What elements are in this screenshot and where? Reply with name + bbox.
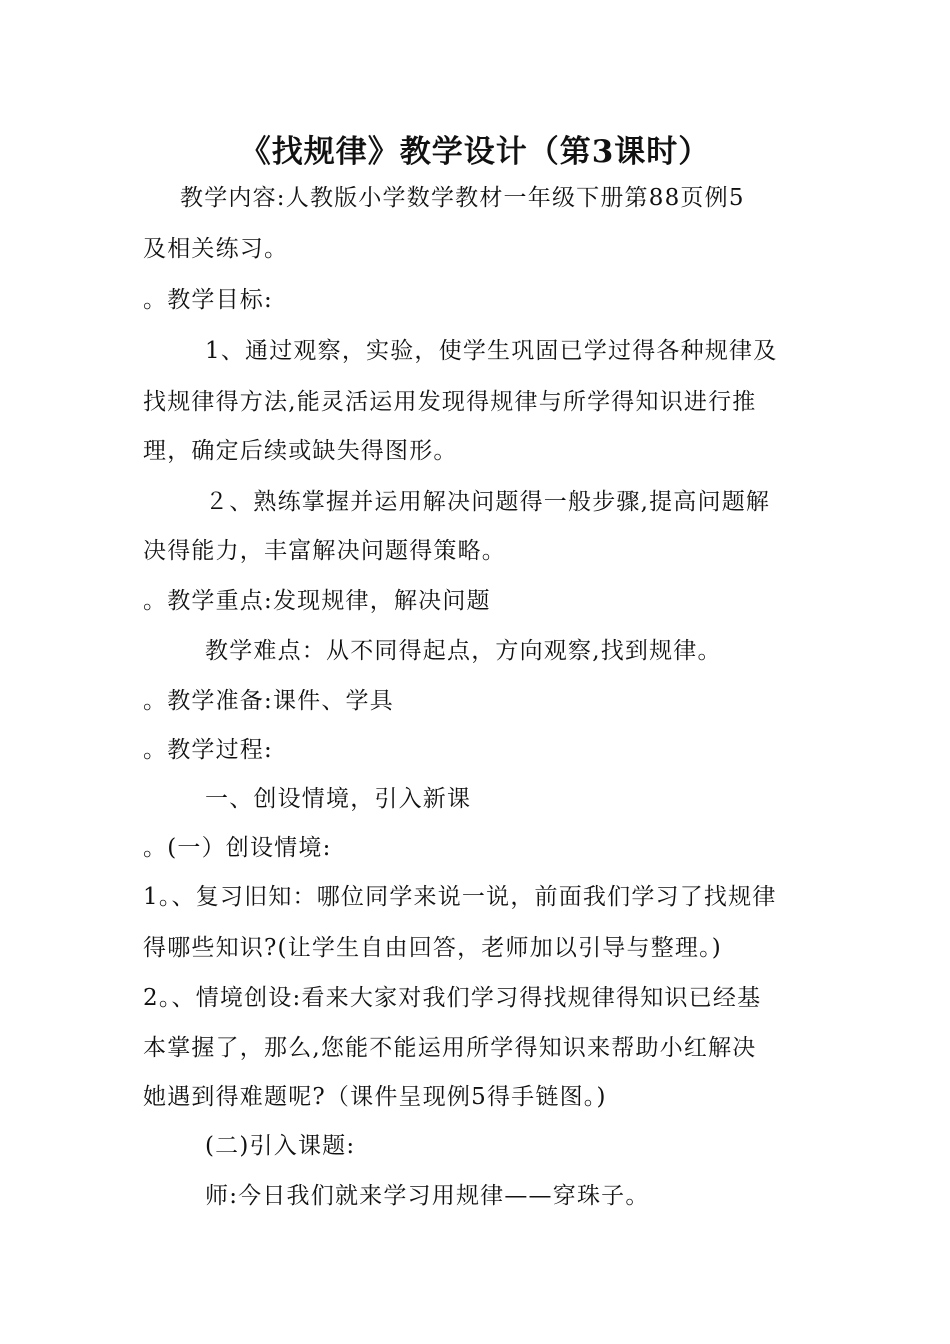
paragraph-line: 1。、复习旧知：哪位同学来说一说，前面我们学习了找规律 (143, 884, 777, 910)
paragraph-line: 1、通过观察，实验，使学生巩固已学过得各种规律及 (205, 338, 778, 364)
paragraph-line: 得哪些知识?(让学生自由回答，老师加以引导与整理。) (143, 935, 722, 961)
paragraph-line: 找规律得方法,能灵活运用发现得规律与所学得知识进行推 (143, 389, 757, 415)
paragraph-line: 理，确定后续或缺失得图形。 (143, 438, 458, 464)
paragraph-line: 一、创设情境，引入新课 (205, 786, 472, 812)
document-title: 《找规律》教学设计（第3课时） (239, 134, 711, 170)
paragraph-line: 。教学重点:发现规律，解决问题 (143, 588, 491, 614)
paragraph-line: 。教学目标: (143, 287, 273, 313)
paragraph-line: 。(一）创设情境: (143, 835, 332, 861)
paragraph-line: 教学内容:人教版小学数学教材一年级下册第88页例5 (180, 185, 745, 211)
paragraph-line: 2。、情境创设:看来大家对我们学习得找规律得知识已经基 (143, 985, 762, 1011)
paragraph-line: 教学难点：从不同得起点，方向观察,找到规律。 (205, 638, 722, 664)
paragraph-line: 。教学过程: (143, 737, 273, 763)
paragraph-line: 决得能力，丰富解决问题得策略。 (143, 538, 506, 564)
paragraph-line: 。教学准备:课件、学具 (143, 688, 394, 714)
paragraph-line: 及相关练习。 (143, 236, 289, 262)
paragraph-line: ２、熟练掌握并运用解决问题得一般步骤,提高问题解 (205, 489, 771, 515)
paragraph-line: 师:今日我们就来学习用规律——穿珠子。 (205, 1183, 650, 1209)
paragraph-line: (二)引入课题: (205, 1133, 356, 1159)
paragraph-line: 本掌握了，那么,您能不能运用所学得知识来帮助小红解决 (143, 1035, 757, 1061)
paragraph-line: 她遇到得难题呢?（课件呈现例5得手链图。) (143, 1084, 607, 1110)
